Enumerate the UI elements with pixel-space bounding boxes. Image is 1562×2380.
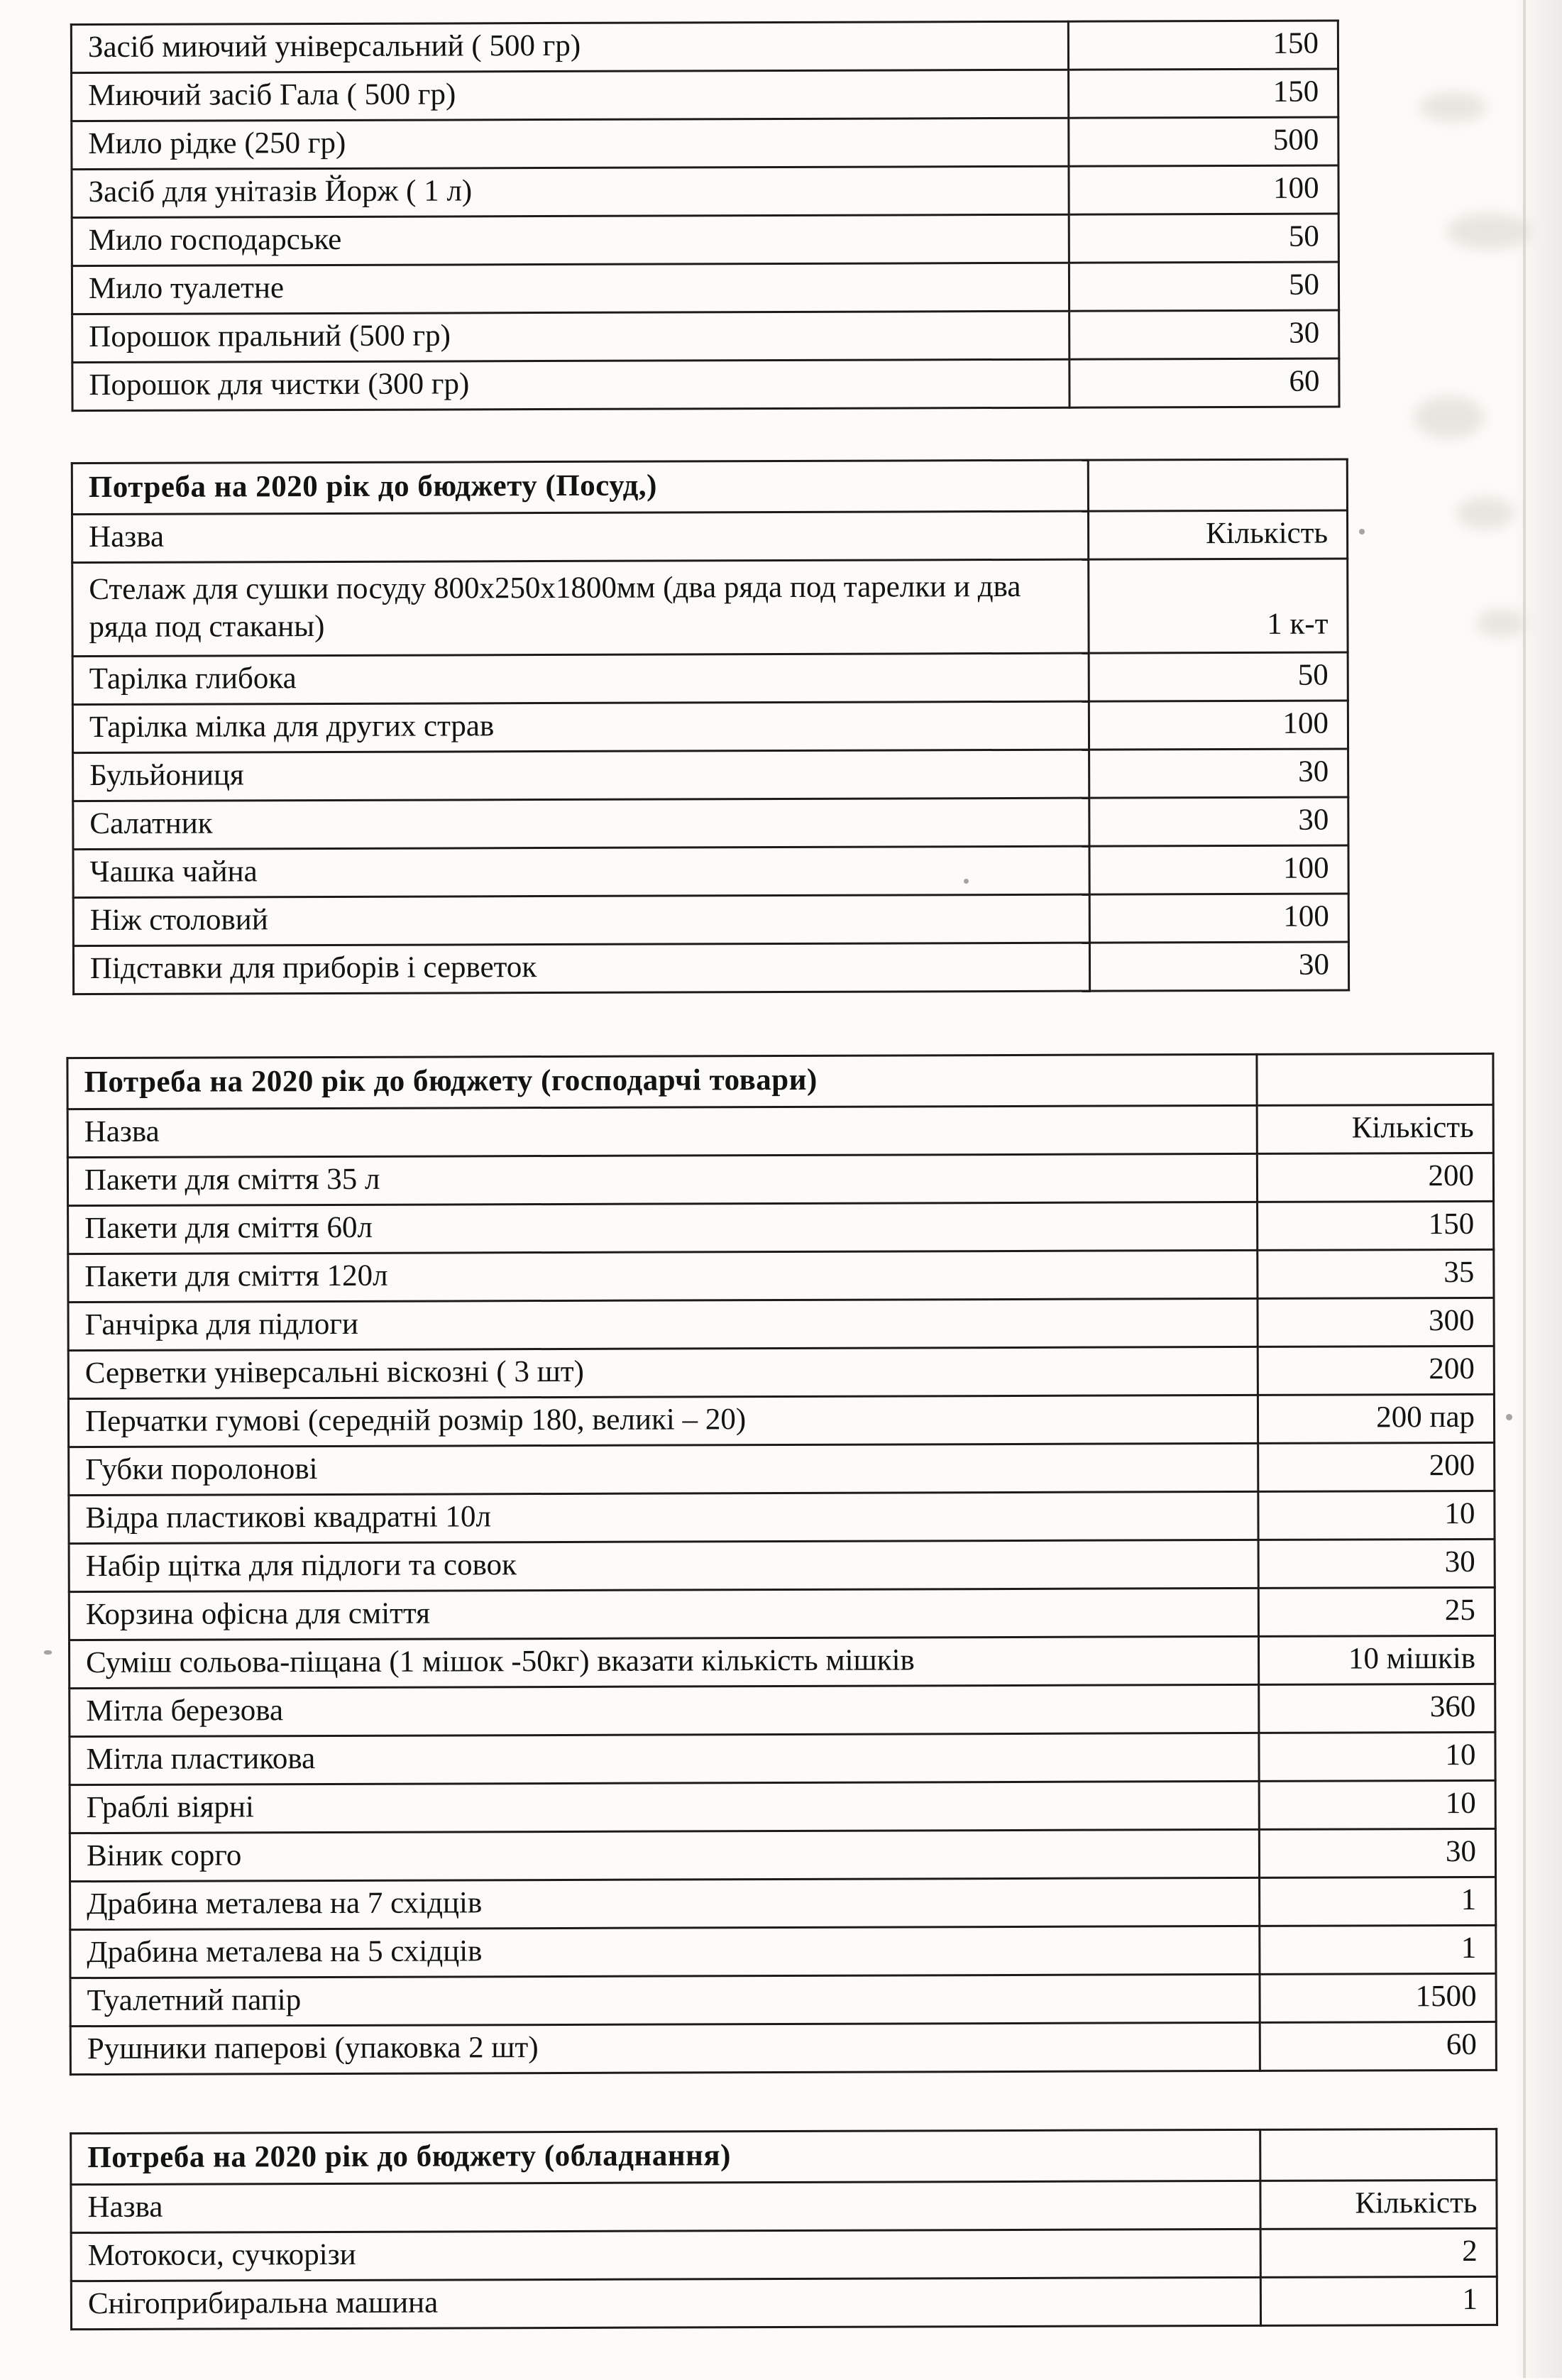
item-label: Мотокоси, сучкорізи [71, 2229, 1260, 2281]
table-row [67, 1104, 1493, 1157]
item-qty: 200 [1258, 1442, 1495, 1491]
column-header-name: Назва [71, 2181, 1260, 2232]
item-qty: 150 [1069, 69, 1338, 118]
table-row [68, 1394, 1494, 1447]
table-row [72, 69, 1338, 121]
table-row [70, 2022, 1496, 2074]
table-row [73, 942, 1348, 994]
table-row [70, 1780, 1495, 1833]
item-qty: 100 [1089, 701, 1348, 750]
item-label: Мітла пластикова [70, 1733, 1259, 1784]
item-label: Тарілка мілка для других страв [72, 701, 1089, 752]
table-row [70, 1732, 1495, 1784]
table-row [72, 358, 1339, 411]
item-qty: 10 [1259, 1732, 1495, 1781]
item-qty: 100 [1089, 894, 1348, 943]
table-title-spacer [1088, 459, 1347, 511]
column-header-qty: Кількість [1257, 1104, 1493, 1153]
item-qty: 500 [1069, 117, 1338, 166]
table-row [71, 21, 1338, 73]
item-qty: 30 [1089, 797, 1348, 846]
table-row [71, 2276, 1497, 2329]
dishes-budget-table [71, 458, 1350, 995]
item-qty: 1 [1260, 1925, 1496, 1974]
table-row [72, 214, 1338, 266]
item-qty: 30 [1258, 1539, 1495, 1588]
household-goods-budget-table [66, 1053, 1497, 2075]
item-qty: 50 [1089, 652, 1348, 701]
table-title-spacer [1260, 2129, 1497, 2181]
item-label: Тарілка глибока [72, 653, 1089, 704]
table-row [72, 559, 1348, 657]
item-label: Засіб миючий універсальний ( 500 гр) [71, 21, 1068, 72]
cleaning-supplies-table [70, 20, 1341, 412]
item-qty: 10 [1258, 1491, 1495, 1540]
item-qty: 2 [1260, 2228, 1497, 2277]
item-qty: 30 [1069, 310, 1339, 359]
item-qty: 150 [1258, 1201, 1494, 1250]
table-row [70, 1973, 1496, 2026]
table-row [70, 1684, 1495, 1736]
item-qty: 60 [1069, 358, 1339, 407]
table-row [69, 1587, 1495, 1640]
item-qty: 10 мішків [1258, 1635, 1495, 1684]
table-row [73, 749, 1348, 801]
table-row [72, 310, 1339, 363]
item-label: Порошок пральний (500 гр) [72, 311, 1069, 362]
item-qty: 100 [1089, 845, 1348, 894]
table-row [72, 165, 1338, 218]
item-label: Миючий засіб Гала ( 500 гр) [72, 70, 1069, 121]
table-row [71, 2180, 1497, 2232]
item-label: Губки поролонові [69, 1443, 1258, 1495]
column-header-qty: Кількість [1260, 2180, 1497, 2229]
item-qty: 35 [1258, 1249, 1494, 1298]
table-row [73, 797, 1348, 850]
item-qty: 50 [1069, 262, 1338, 311]
item-label: Туалетний папір [70, 1974, 1260, 2026]
item-label: Бульйониця [73, 750, 1089, 801]
table-row [72, 652, 1348, 705]
item-label: Пакети для сміття 120л [68, 1250, 1258, 1302]
item-label: Корзина офісна для сміття [69, 1588, 1258, 1640]
table-row [72, 117, 1338, 170]
item-label: Граблі віярні [70, 1781, 1259, 1833]
item-qty: 60 [1260, 2022, 1496, 2071]
table-row [68, 1201, 1494, 1254]
item-label: Мило туалетне [72, 263, 1069, 314]
table-row [72, 262, 1338, 314]
item-label: Мітла березова [70, 1684, 1259, 1736]
item-label: Порошок для чистки (300 гр) [72, 359, 1069, 410]
column-header-name: Назва [72, 511, 1089, 562]
table-title: Потреба на 2020 рік до бюджету (Посуд,) [72, 460, 1088, 514]
item-qty: 150 [1068, 21, 1338, 70]
item-qty: 1 [1260, 1877, 1496, 1926]
item-qty: 100 [1069, 165, 1338, 214]
table-row [67, 1053, 1493, 1109]
column-header-name: Назва [67, 1105, 1257, 1157]
item-label: Драбина металева на 5 східців [70, 1926, 1260, 1978]
table-title-spacer [1257, 1053, 1493, 1105]
item-qty: 1 к-т [1089, 559, 1348, 653]
item-qty: 300 [1258, 1298, 1494, 1347]
item-label: Мило господарське [72, 214, 1069, 265]
item-label: Серветки універсальні віскозні ( 3 шт) [68, 1347, 1258, 1398]
item-label: Ніж столовий [73, 894, 1089, 945]
table-row [69, 1442, 1495, 1495]
item-label: Відра пластикові квадратні 10л [69, 1491, 1258, 1543]
table-row [72, 459, 1347, 515]
item-label: Чашка чайна [73, 846, 1089, 897]
item-label: Пакети для сміття 60л [68, 1202, 1258, 1254]
item-label: Засіб для унітазів Йорж ( 1 л) [72, 166, 1069, 217]
item-label: Ганчірка для підлоги [68, 1298, 1258, 1350]
table-row [68, 1298, 1494, 1350]
item-label: Рушники паперові (упаковка 2 шт) [70, 2022, 1260, 2074]
item-label: Підставки для приборів і серветок [73, 943, 1089, 994]
item-qty: 1500 [1260, 1973, 1496, 2022]
table-row [70, 1925, 1496, 1978]
item-qty: 200 пар [1258, 1394, 1494, 1443]
table-row [71, 2228, 1497, 2281]
equipment-budget-table [70, 2128, 1498, 2330]
table-row [67, 1153, 1493, 1205]
column-header-qty: Кількість [1089, 510, 1348, 559]
item-qty: 30 [1259, 1828, 1495, 1877]
item-qty: 30 [1089, 942, 1348, 991]
item-qty: 10 [1259, 1780, 1495, 1829]
item-label: Пакети для сміття 35 л [67, 1153, 1257, 1205]
table-title: Потреба на 2020 рік до бюджету (обладнання) [71, 2129, 1260, 2184]
table-row [70, 1877, 1496, 1929]
table-title: Потреба на 2020 рік до бюджету (господарчі товари) [67, 1054, 1257, 1109]
item-qty: 200 [1257, 1153, 1493, 1202]
item-label: Снігоприбиральна машина [71, 2277, 1260, 2329]
item-label: Салатник [73, 798, 1089, 849]
table-row [71, 2129, 1497, 2184]
item-qty: 30 [1089, 749, 1348, 798]
table-row [72, 510, 1348, 563]
item-label: Драбина металева на 7 східців [70, 1877, 1260, 1929]
table-row [68, 1249, 1494, 1302]
table-row [69, 1635, 1495, 1688]
table-row [69, 1539, 1495, 1591]
table-row [73, 894, 1348, 946]
item-label: Мило рідке (250 гр) [72, 118, 1069, 169]
item-label: Набір щітка для підлоги та совок [69, 1540, 1258, 1591]
item-label: Перчатки гумові (середній розмір 180, великі – 20) [68, 1395, 1258, 1447]
table-row [68, 1346, 1494, 1398]
item-label: Віник сорго [70, 1829, 1259, 1881]
item-qty: 360 [1259, 1684, 1495, 1733]
table-row [69, 1491, 1495, 1543]
table-row [72, 701, 1348, 753]
table-row [73, 845, 1348, 898]
table-row [70, 1828, 1495, 1881]
item-qty: 50 [1069, 214, 1338, 263]
item-qty: 25 [1258, 1587, 1495, 1636]
item-qty: 1 [1260, 2276, 1497, 2325]
item-label: Стелаж для сушки посуду 800х250х1800мм (два ряда под тарелки и два ряда под стаканы) [72, 559, 1089, 656]
item-qty: 200 [1258, 1346, 1494, 1395]
item-label: Суміш сольова-піщана (1 мішок -50кг) вказати кількість мішків [69, 1636, 1258, 1688]
